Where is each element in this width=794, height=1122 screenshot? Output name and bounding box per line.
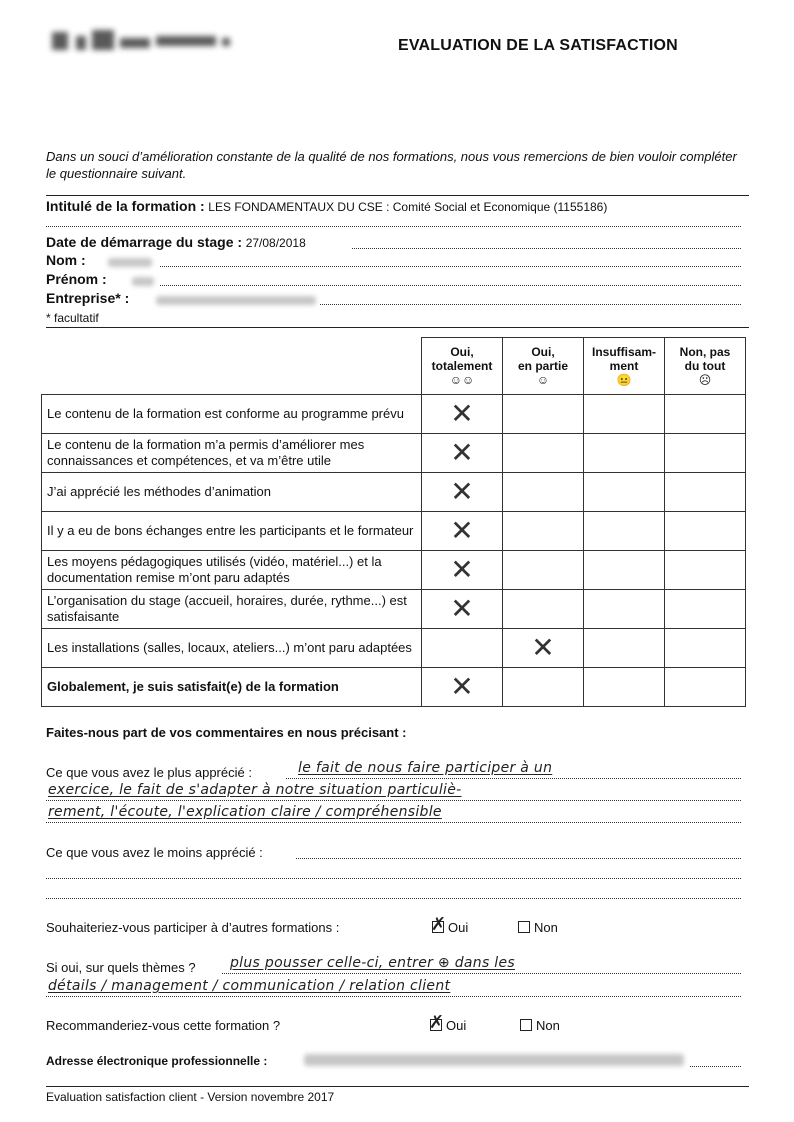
dotted-line bbox=[46, 996, 741, 997]
table-row: Globalement, je suis satisfait(e) de la formation ✕ bbox=[42, 668, 746, 707]
recommand-oui-option[interactable]: ✗ Oui bbox=[430, 1018, 466, 1033]
table-row: Il y a eu de bons échanges entre les participants et le formateur ✕ bbox=[42, 512, 746, 551]
sad-face-icon: ☹ bbox=[698, 373, 712, 387]
dotted-line[interactable] bbox=[46, 878, 741, 879]
dotted-line bbox=[46, 226, 741, 227]
cross-mark: ✕ bbox=[531, 631, 555, 664]
checkbox-cell[interactable] bbox=[503, 629, 584, 668]
happy-faces-icon: ☺☺ bbox=[449, 373, 475, 387]
checkbox-cell[interactable] bbox=[584, 590, 665, 629]
dotted-line bbox=[46, 822, 741, 823]
checkbox-cell[interactable] bbox=[665, 434, 746, 473]
cross-mark: ✕ bbox=[450, 592, 474, 625]
checkbox-cell[interactable] bbox=[584, 473, 665, 512]
comments-heading: Faites-nous part de vos commentaires en nous précisant : bbox=[46, 725, 407, 740]
checkbox-cell[interactable] bbox=[503, 473, 584, 512]
checkbox-cell[interactable] bbox=[503, 512, 584, 551]
email-label: Adresse électronique professionnelle : bbox=[46, 1054, 268, 1068]
themes-label: Si oui, sur quels thèmes ? bbox=[46, 960, 196, 975]
prenom-line bbox=[46, 271, 107, 287]
evaluation-table bbox=[41, 337, 746, 707]
divider bbox=[46, 1086, 749, 1087]
checkbox-checked-icon[interactable] bbox=[430, 1019, 442, 1031]
header-insuffisamment: Insuffisam- ment 😐 bbox=[584, 338, 665, 395]
date-label: Date de démarrage du stage : bbox=[46, 234, 243, 250]
date-value: 27/08/2018 bbox=[245, 236, 306, 250]
document-title: EVALUATION DE LA SATISFACTION bbox=[398, 37, 678, 54]
formation-value: LES FONDAMENTAUX DU CSE : Comité Social et Economique (1155186) bbox=[208, 200, 608, 214]
checkbox-cell[interactable] bbox=[665, 473, 746, 512]
neutral-face-icon: 😐 bbox=[616, 373, 632, 387]
table-row: Les moyens pédagogiques utilisés (vidéo, matériel...) et la documentation remise m’ont paru adaptés ✕ bbox=[42, 551, 746, 590]
nom-label: Nom : bbox=[46, 252, 86, 268]
divider bbox=[46, 195, 749, 196]
cross-mark: ✕ bbox=[450, 436, 474, 469]
formation-line bbox=[46, 198, 607, 214]
dotted-line bbox=[222, 973, 741, 974]
checkbox-cell[interactable] bbox=[665, 512, 746, 551]
checkbox-cell[interactable] bbox=[422, 512, 503, 551]
date-line bbox=[46, 234, 306, 250]
checkbox-cell[interactable] bbox=[584, 512, 665, 551]
happy-face-icon: ☺ bbox=[536, 373, 550, 387]
cross-mark: ✕ bbox=[450, 475, 474, 508]
redacted-email bbox=[304, 1054, 684, 1066]
dotted-line bbox=[690, 1066, 741, 1067]
recommand-non-option[interactable]: Non bbox=[520, 1018, 560, 1033]
checkbox-checked-icon[interactable] bbox=[432, 921, 444, 933]
dotted-line bbox=[160, 266, 741, 267]
header-non-pas-du-tout: Non, pas du tout ☹ bbox=[665, 338, 746, 395]
intro-text: Dans un souci d’amélioration constante de la qualité de nos formations, nous vous remercions de bien vouloir compléter le questionnaire suivant. bbox=[46, 149, 737, 181]
checkbox-cell[interactable] bbox=[503, 551, 584, 590]
cross-mark: ✕ bbox=[450, 514, 474, 547]
table-row: Les installations (salles, locaux, ateliers...) m’ont paru adaptées ✕ bbox=[42, 629, 746, 668]
dotted-line[interactable] bbox=[296, 858, 741, 859]
checkbox-cell[interactable] bbox=[584, 395, 665, 434]
themes-answer-line1[interactable]: plus pousser celle-ci, entrer ⊕ dans les bbox=[230, 955, 515, 971]
checkbox-cell[interactable] bbox=[422, 551, 503, 590]
prenom-label: Prénom : bbox=[46, 271, 107, 287]
moins-label: Ce que vous avez le moins apprécié : bbox=[46, 845, 263, 860]
table-row: Le contenu de la formation est conforme au programme prévu ✕ bbox=[42, 395, 746, 434]
checkbox-cell[interactable] bbox=[584, 668, 665, 707]
plus-answer-line3[interactable]: rement, l'écoute, l'explication claire / compréhensible bbox=[48, 804, 442, 820]
checkbox-icon[interactable] bbox=[520, 1019, 532, 1031]
dotted-line[interactable] bbox=[46, 898, 741, 899]
checkbox-cell[interactable] bbox=[422, 668, 503, 707]
redacted-name bbox=[108, 258, 152, 267]
checkbox-cell[interactable] bbox=[422, 473, 503, 512]
checkbox-cell[interactable] bbox=[665, 668, 746, 707]
autres-label: Souhaiteriez-vous participer à d’autres formations : bbox=[46, 920, 340, 935]
table-row: Le contenu de la formation m’a permis d’améliorer mes connaissances et compétences, et va m’être utile ✕ bbox=[42, 434, 746, 473]
dotted-line bbox=[160, 285, 741, 286]
checkbox-cell[interactable] bbox=[665, 395, 746, 434]
checkbox-cell[interactable] bbox=[665, 590, 746, 629]
checkbox-cell[interactable] bbox=[584, 434, 665, 473]
checkbox-cell[interactable] bbox=[503, 590, 584, 629]
recommand-label: Recommanderiez-vous cette formation ? bbox=[46, 1018, 281, 1033]
checkbox-cell[interactable] bbox=[422, 395, 503, 434]
divider bbox=[46, 327, 749, 328]
redacted-company bbox=[156, 296, 316, 305]
themes-answer-line2[interactable]: détails / management / communication / relation client bbox=[48, 978, 451, 994]
checkbox-cell[interactable] bbox=[503, 434, 584, 473]
company-logo bbox=[52, 30, 232, 52]
checkbox-cell[interactable] bbox=[584, 551, 665, 590]
plus-label: Ce que vous avez le plus apprécié : bbox=[46, 765, 252, 780]
entreprise-line bbox=[46, 290, 129, 306]
footer-text: Evaluation satisfaction client - Version novembre 2017 bbox=[46, 1090, 335, 1104]
redacted-firstname bbox=[132, 277, 154, 286]
autres-oui-option[interactable]: ✗ Oui bbox=[432, 920, 468, 935]
plus-answer-line2[interactable]: exercice, le fait de s'adapter à notre situation particuliè- bbox=[48, 782, 462, 798]
cross-mark: ✕ bbox=[450, 670, 474, 703]
table-row: J’ai apprécié les méthodes d’animation ✕ bbox=[42, 473, 746, 512]
dotted-line bbox=[352, 248, 741, 249]
checkbox-cell[interactable] bbox=[503, 668, 584, 707]
facultatif-note: * facultatif bbox=[46, 311, 99, 325]
checkbox-cell[interactable] bbox=[665, 551, 746, 590]
cross-mark: ✕ bbox=[450, 553, 474, 586]
dotted-line bbox=[320, 304, 741, 305]
cross-mark: ✕ bbox=[450, 397, 474, 430]
dotted-line bbox=[46, 800, 741, 801]
table-row: L’organisation du stage (accueil, horaires, durée, rythme...) est satisfaisante ✕ bbox=[42, 590, 746, 629]
checkbox-cell[interactable] bbox=[503, 395, 584, 434]
checkbox-cell[interactable] bbox=[584, 629, 665, 668]
header-oui-totalement: Oui, totalement ☺☺ bbox=[422, 338, 503, 395]
header-oui-en-partie: Oui, en partie ☺ bbox=[503, 338, 584, 395]
entreprise-label: Entreprise* : bbox=[46, 290, 130, 306]
checkbox-icon[interactable] bbox=[518, 921, 530, 933]
checkbox-cell[interactable] bbox=[665, 629, 746, 668]
checkbox-cell[interactable] bbox=[422, 590, 503, 629]
nom-line bbox=[46, 252, 86, 268]
plus-answer-line1[interactable]: le fait de nous faire participer à un bbox=[298, 760, 553, 776]
dotted-line bbox=[286, 778, 741, 779]
checkbox-cell[interactable] bbox=[422, 629, 503, 668]
formation-label: Intitulé de la formation : bbox=[46, 198, 205, 214]
autres-non-option[interactable]: Non bbox=[518, 920, 558, 935]
checkbox-cell[interactable] bbox=[422, 434, 503, 473]
